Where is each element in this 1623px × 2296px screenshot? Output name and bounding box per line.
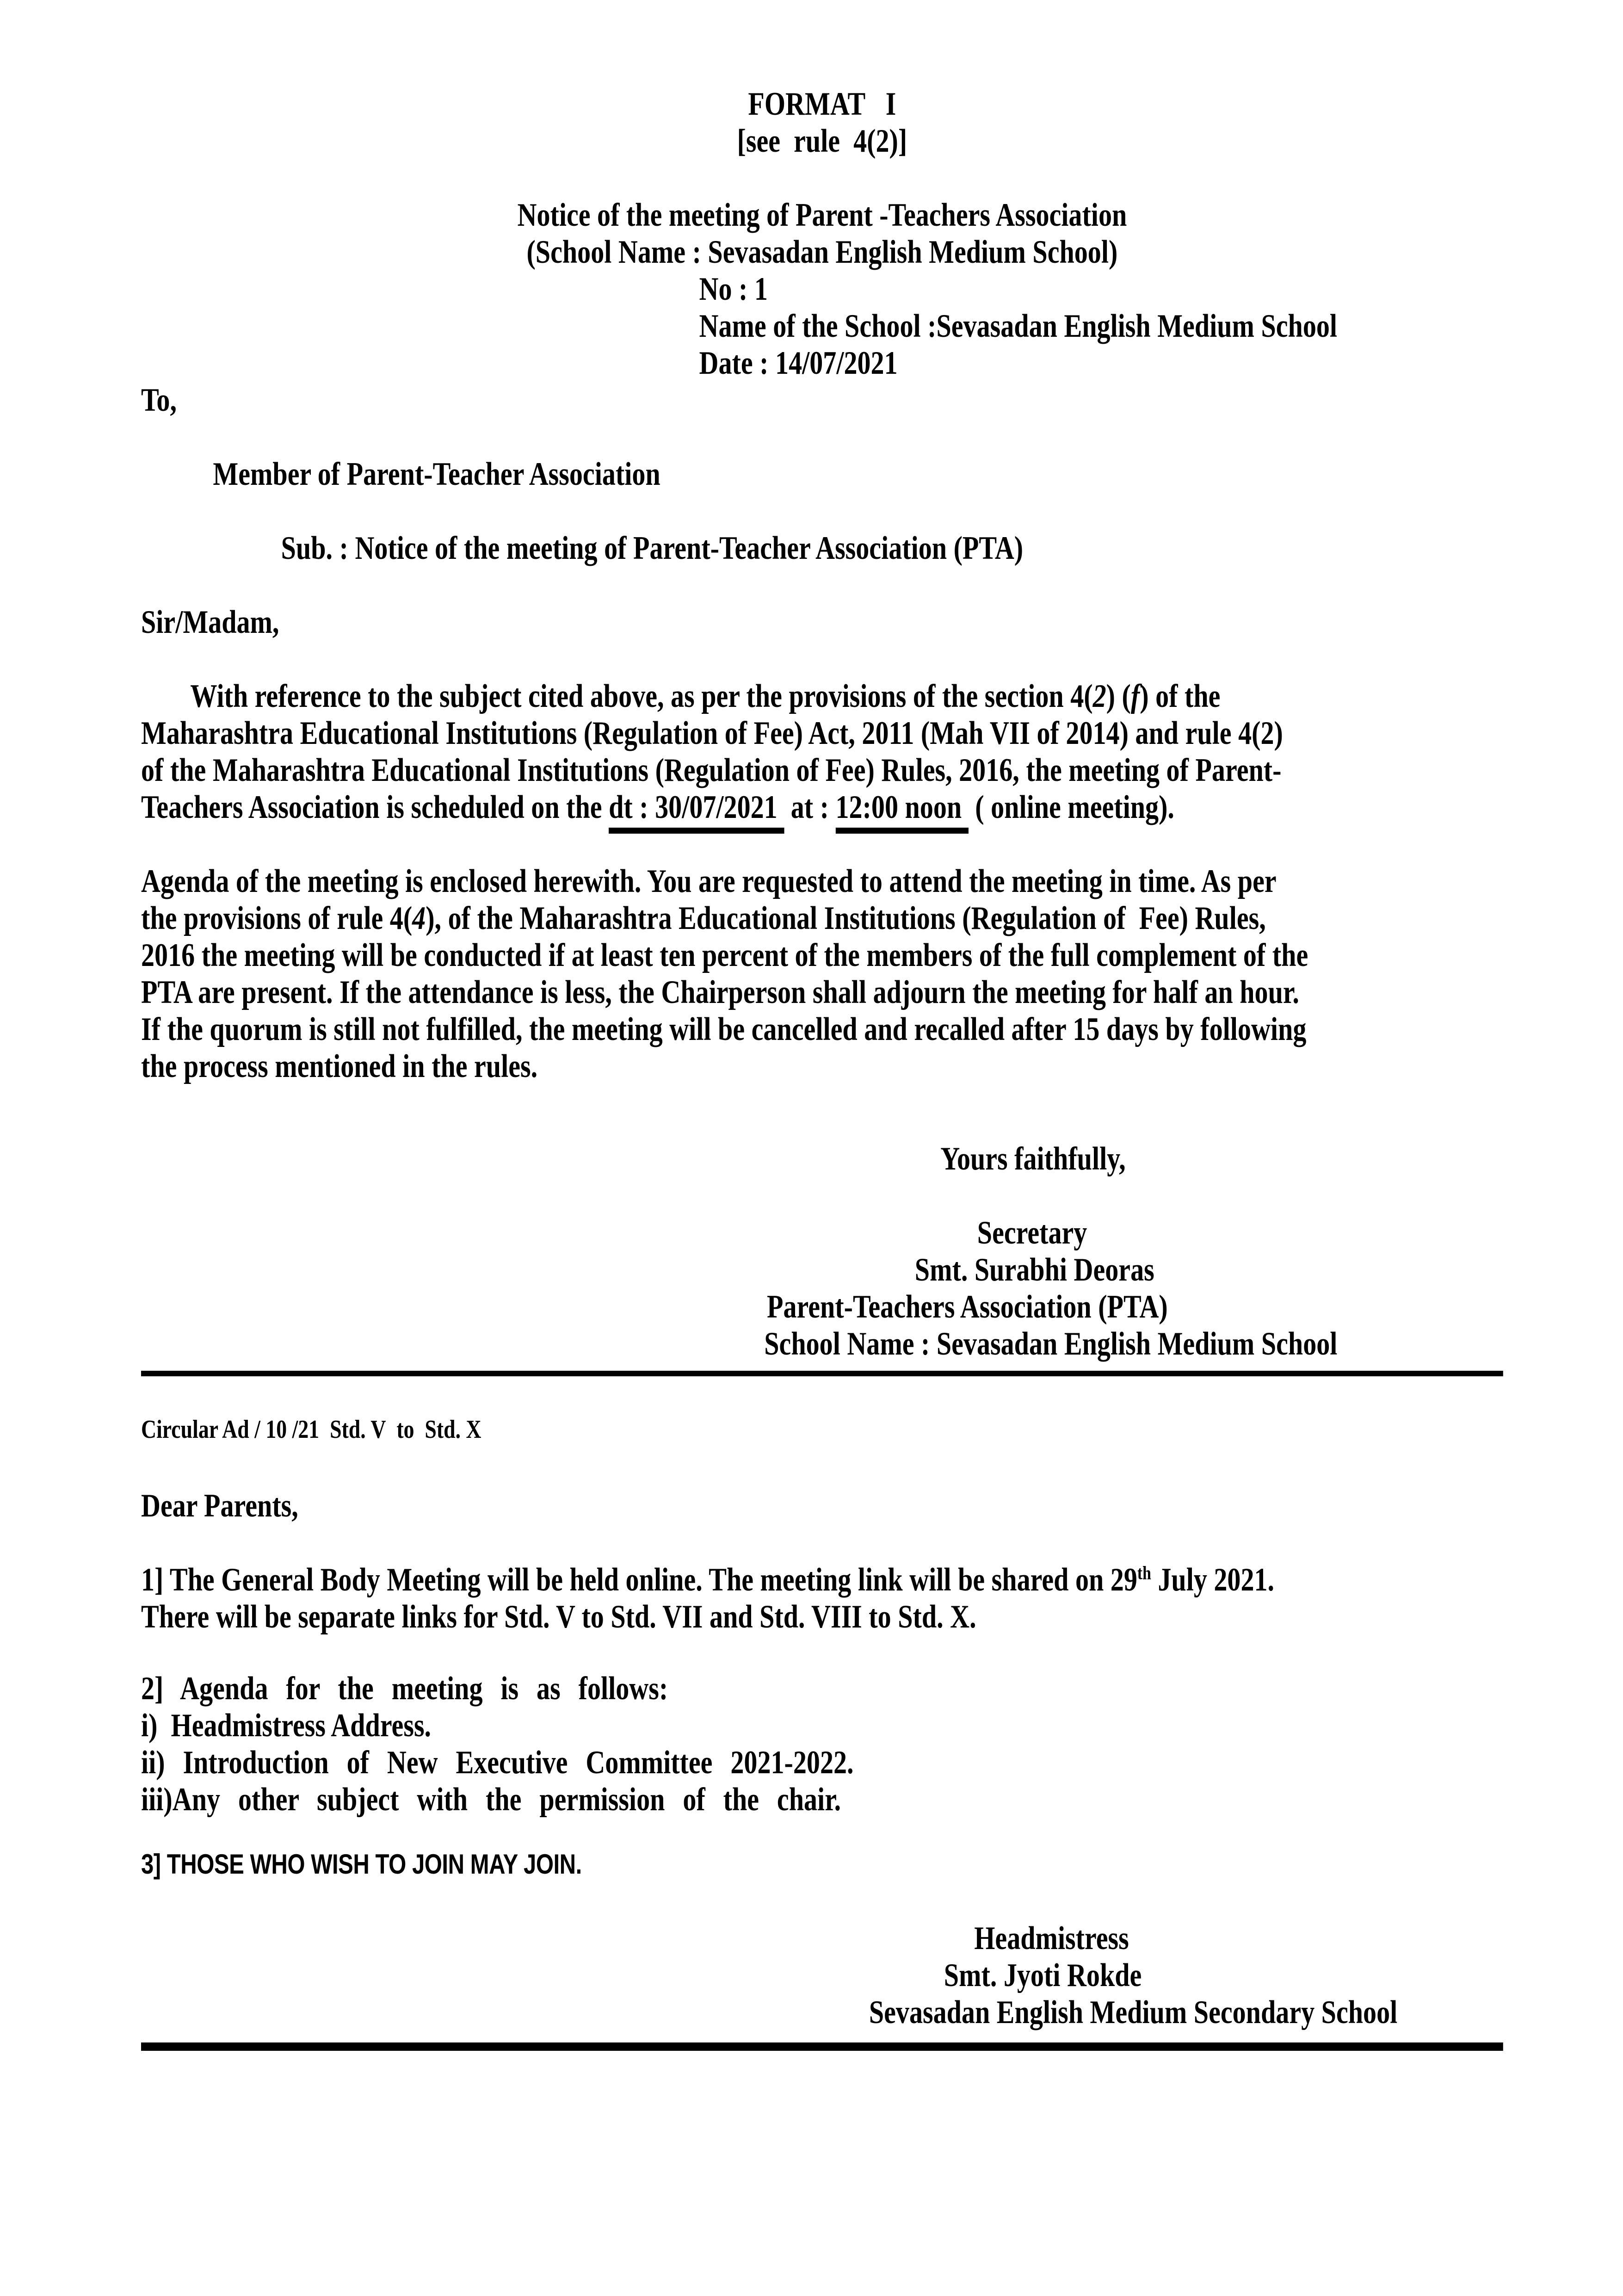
text-segment: ) ( (1106, 678, 1131, 714)
signatory-role: Secretary (977, 1215, 1087, 1251)
salutation: Sir/Madam, (141, 604, 279, 640)
spacer (141, 1122, 1503, 1140)
text-segment: With reference to the subject cited above, as per the provisions of the section 4( (190, 678, 1093, 714)
text-segment: Teachers Association is scheduled on the (141, 789, 609, 825)
notice-title-line1: Notice of the meeting of Parent -Teachers Association (517, 197, 1127, 233)
spacer (141, 641, 1503, 678)
text-segment: ( online meeting). (968, 789, 1174, 825)
closing-phrase: Yours faithfully, (940, 1141, 1126, 1177)
subject-line: Sub. : Notice of the meeting of Parent-Teacher Association (PTA) (281, 530, 1024, 566)
spacer (141, 1085, 1503, 1122)
signatory-role: Headmistress (974, 1920, 1129, 1956)
school-name-line: Name of the School :Sevasadan English Medium School (699, 308, 1338, 344)
spacer (141, 1177, 1503, 1214)
item-1-paragraph (141, 1561, 1503, 1635)
spacer (141, 567, 1503, 604)
item-2-agenda (141, 1670, 1503, 1818)
paragraph-1 (141, 678, 1503, 826)
italic-segment: 2 (1092, 678, 1106, 714)
text-segment: the provisions of rule 4( (141, 900, 413, 936)
paragraph-1-line-3: of the Maharashtra Educational Institutions (Regulation of Fee) Rules, 2016, the meeting of Parent- (141, 752, 1282, 788)
agenda-item-iii: iii)Any other subject with the permission of the chair. (141, 1782, 841, 1818)
paragraph-1-line-1 (141, 678, 1503, 715)
paragraph-2 (141, 863, 1503, 1085)
date-line: Date : 14/07/2021 (699, 345, 898, 381)
text-segment: July 2021. (1151, 1562, 1275, 1598)
meeting-date-underlined: dt : 30/07/2021 (609, 789, 784, 834)
agenda-item-i: i) Headmistress Address. (141, 1708, 432, 1744)
spacer (141, 160, 1503, 197)
paragraph-2-line-4: PTA are present. If the attendance is less, the Chairperson shall adjourn the meeting for half an hour. (141, 974, 1299, 1010)
paragraph-2-line-5: If the quorum is still not fulfilled, the meeting will be cancelled and recalled after 15 days by following (141, 1011, 1307, 1047)
paragraph-2-line-3: 2016 the meeting will be conducted if at least ten percent of the members of the full complement of the (141, 937, 1308, 973)
superscript-th: th (1137, 1562, 1151, 1584)
notice-number: No : 1 (699, 271, 768, 307)
signatory-org: Parent-Teachers Association (PTA) (766, 1289, 1168, 1325)
signatory-name: Smt. Jyoti Rokde (944, 1957, 1142, 1993)
signature-block-secretary (141, 1140, 1503, 1362)
addressee: Member of Parent-Teacher Association (213, 456, 660, 492)
agenda-heading: 2] Agenda for the meeting is as follows: (141, 1671, 668, 1707)
item-3-join-note: 3] THOSE WHO WISH TO JOIN MAY JOIN. (141, 1849, 582, 1880)
document-content (141, 0, 1503, 2051)
circular-reference: Circular Ad / 10 /21 Std. V to Std. X (141, 1415, 481, 1444)
text-segment: ), of the Maharashtra Educational Institutions (Regulation of Fee) Rules, (426, 900, 1266, 936)
horizontal-divider (141, 1371, 1503, 1376)
to-label: To, (141, 382, 177, 418)
agenda-item-ii: ii) Introduction of New Executive Committee 2021-2022. (141, 1745, 854, 1781)
paragraph-1-line-2: Maharashtra Educational Institutions (Regulation of Fee) Act, 2011 (Mah VII of 2014) and rule 4(2) (141, 715, 1283, 751)
dear-parents-salutation: Dear Parents, (141, 1488, 298, 1524)
paragraph-1-line-4 (141, 789, 1503, 826)
spacer (141, 419, 1503, 456)
paragraph-2-line-1: Agenda of the meeting is enclosed herewith. You are requested to attend the meeting in time. As per (141, 863, 1277, 899)
signatory-name: Smt. Surabhi Deoras (914, 1252, 1154, 1288)
see-rule-reference: [see rule 4(2)] (737, 123, 907, 159)
notice-title-line2: (School Name : Sevasadan English Medium School) (526, 234, 1118, 270)
signatory-school: Sevasadan English Medium Secondary School (869, 1994, 1398, 2030)
meeting-time-underlined: 12:00 noon (836, 789, 969, 834)
text-segment: at : (784, 789, 836, 825)
signatory-school: School Name : Sevasadan English Medium School (764, 1326, 1338, 1362)
italic-segment: f (1130, 678, 1140, 714)
item-1-line-2: There will be separate links for Std. V to Std. VII and Std. VIII to Std. X. (141, 1599, 976, 1635)
item-1-line-1 (141, 1561, 1503, 1598)
text-segment: 1] The General Body Meeting will be held online. The meeting link will be shared on 29 (141, 1562, 1137, 1598)
paragraph-2-line-2 (141, 900, 1503, 937)
paragraph-2-line-6: the process mentioned in the rules. (141, 1048, 538, 1084)
text-segment: ) of the (1140, 678, 1221, 714)
spacer (141, 493, 1503, 530)
signature-block-headmistress (141, 1920, 1503, 2031)
italic-segment: 4 (412, 900, 426, 936)
spacer (141, 826, 1503, 863)
format-title: FORMAT I (748, 86, 896, 122)
horizontal-divider-bottom (141, 2042, 1503, 2051)
